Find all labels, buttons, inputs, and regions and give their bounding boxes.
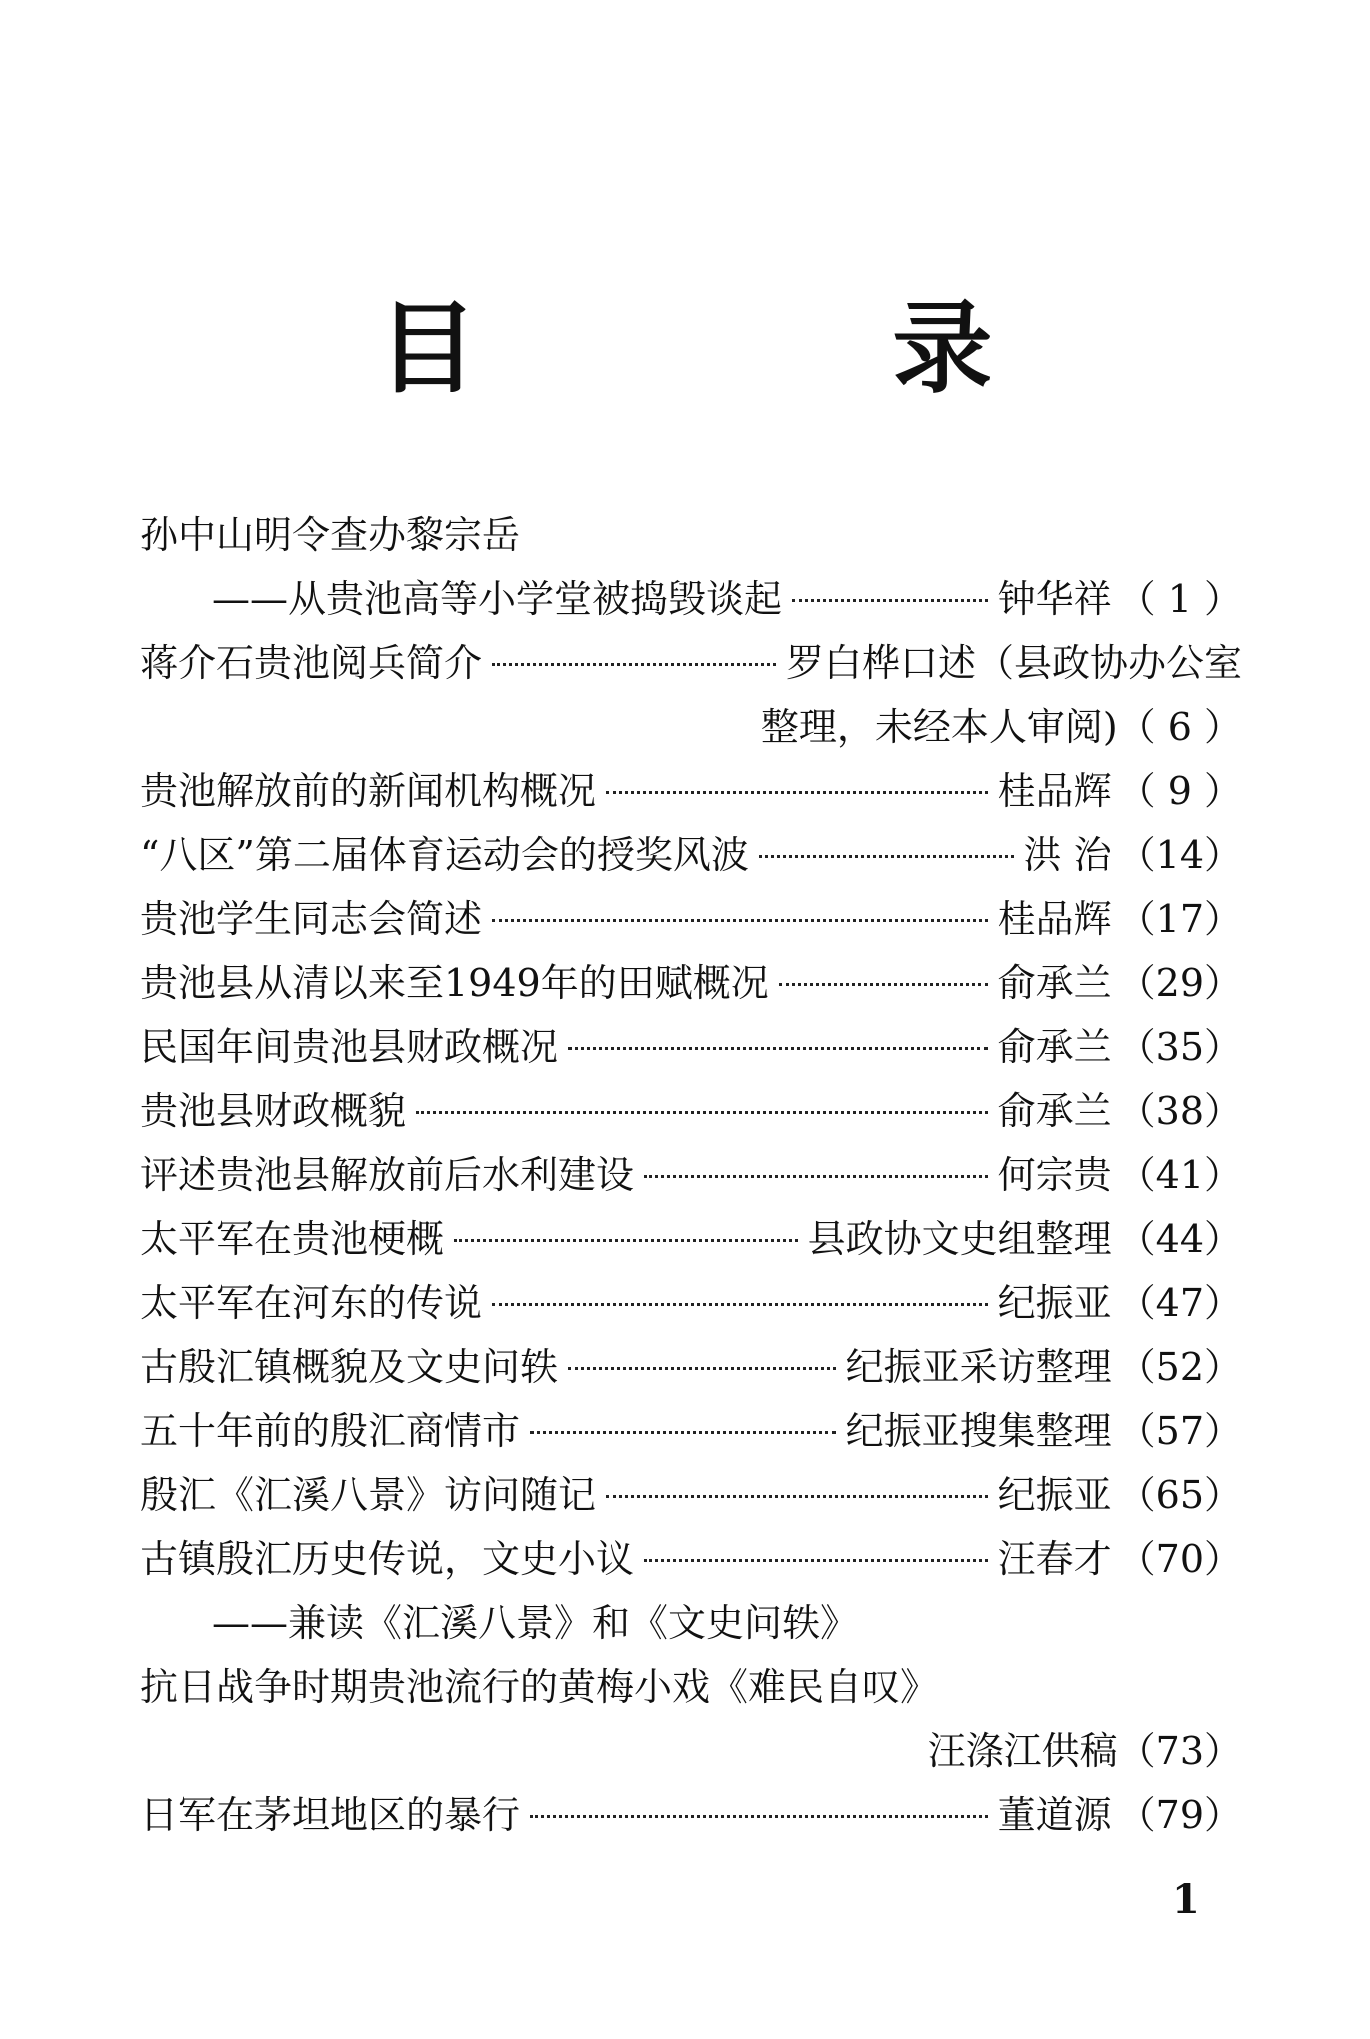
- entry-page: （65）: [1117, 1473, 1242, 1517]
- entry-page: （29）: [1117, 961, 1242, 1005]
- toc-entry: [140, 1527, 1242, 1591]
- toc-entry: [140, 951, 1242, 1015]
- toc-entry: [140, 1655, 1242, 1719]
- page-title: 目 录: [377, 289, 1183, 407]
- entry-title: 日军在茅坦地区的暴行: [140, 1793, 521, 1837]
- toc-entry: [140, 1591, 1242, 1655]
- leader-dots: [779, 983, 988, 986]
- toc-entry: [140, 1079, 1242, 1143]
- entry-title: 古殷汇镇概貌及文史问轶: [140, 1345, 559, 1389]
- toc-entry-continuation: [140, 1719, 1242, 1783]
- entry-title: 贵池学生同志会简述: [140, 897, 483, 941]
- toc-entry: [140, 567, 1242, 631]
- toc-entry: [140, 823, 1242, 887]
- entry-title: 评述贵池县解放前后水利建设: [140, 1153, 635, 1197]
- entry-subtitle: ——从贵池高等小学堂被捣毁谈起: [212, 577, 783, 621]
- toc-entry: [140, 1399, 1242, 1463]
- leader-dots: [530, 1431, 836, 1434]
- entry-author-continuation: 整理，未经本人审阅)（ 6 ）: [760, 705, 1242, 749]
- entry-author: 洪 治: [1023, 833, 1112, 877]
- entry-page: （44）: [1117, 1217, 1242, 1261]
- leader-dots: [568, 1367, 836, 1370]
- entry-author: 纪振亚: [997, 1473, 1112, 1517]
- toc-entry: [140, 759, 1242, 823]
- entry-title: 蒋介石贵池阅兵简介: [140, 641, 483, 685]
- toc-entry: [140, 1143, 1242, 1207]
- entry-author: 桂品辉: [997, 769, 1112, 813]
- entry-author: 纪振亚搜集整理: [845, 1409, 1112, 1453]
- entry-page: （38）: [1117, 1089, 1242, 1133]
- toc-entry: [140, 1207, 1242, 1271]
- entry-page: （14）: [1117, 833, 1242, 877]
- entry-author: 俞承兰: [997, 1089, 1112, 1133]
- leader-dots: [530, 1815, 988, 1818]
- leader-dots: [492, 663, 776, 666]
- toc-entry: [140, 887, 1242, 951]
- entry-title: 抗日战争时期贵池流行的黄梅小戏《难民自叹》: [140, 1665, 939, 1709]
- entry-subtitle: ——兼读《汇溪八景》和《文史问轶》: [212, 1601, 859, 1645]
- leader-dots: [644, 1175, 988, 1178]
- toc-entry: [140, 1783, 1242, 1847]
- entry-author: 纪振亚采访整理: [845, 1345, 1112, 1389]
- leader-dots: [759, 855, 1014, 858]
- toc-entry: [140, 1015, 1242, 1079]
- entry-title: 五十年前的殷汇商情市: [140, 1409, 521, 1453]
- toc-entry: [140, 1271, 1242, 1335]
- toc-entry: [140, 631, 1242, 695]
- entry-title: 民国年间贵池县财政概况: [140, 1025, 559, 1069]
- entry-title: 太平军在河东的传说: [140, 1281, 483, 1325]
- entry-title: 太平军在贵池梗概: [140, 1217, 445, 1261]
- entry-title: 贵池解放前的新闻机构概况: [140, 769, 597, 813]
- entry-author: 钟华祥: [997, 577, 1112, 621]
- toc-entry: [140, 503, 1242, 567]
- entry-author: 俞承兰: [997, 1025, 1112, 1069]
- toc-entry: [140, 1463, 1242, 1527]
- entry-title: “八区”第二届体育运动会的授奖风波: [140, 833, 749, 877]
- entry-title: 贵池县财政概貌: [140, 1089, 407, 1133]
- entry-page: （41）: [1117, 1153, 1242, 1197]
- entry-author: 县政协文史组整理: [807, 1217, 1112, 1261]
- leader-dots: [644, 1559, 988, 1562]
- entry-title: 殷汇《汇溪八景》访问随记: [140, 1473, 597, 1517]
- entry-author: 罗白桦口述（县政协办公室: [785, 641, 1242, 685]
- leader-dots: [492, 919, 988, 922]
- entry-author: 俞承兰: [997, 961, 1112, 1005]
- entry-page: （35）: [1117, 1025, 1242, 1069]
- entry-page: （17）: [1117, 897, 1242, 941]
- entry-title: 孙中山明令查办黎宗岳: [140, 513, 521, 557]
- entry-page: （ 9 ）: [1117, 769, 1242, 813]
- leader-dots: [492, 1303, 988, 1306]
- entry-page: （ 1 ）: [1117, 577, 1242, 621]
- entry-author: 何宗贵: [997, 1153, 1112, 1197]
- leader-dots: [568, 1047, 988, 1050]
- toc-entry-continuation: [140, 695, 1242, 759]
- leader-dots: [792, 599, 988, 602]
- entry-page: （70）: [1117, 1537, 1242, 1581]
- table-of-contents: [140, 503, 1242, 1847]
- page-number: 1: [1172, 1876, 1200, 1923]
- entry-page: （47）: [1117, 1281, 1242, 1325]
- entry-title: 古镇殷汇历史传说，文史小议: [140, 1537, 635, 1581]
- entry-author: 董道源: [997, 1793, 1112, 1837]
- entry-title: 贵池县从清以来至1949年的田赋概况: [140, 961, 769, 1005]
- toc-entry: [140, 1335, 1242, 1399]
- entry-author-continuation: 汪涤江供稿（73）: [927, 1729, 1242, 1773]
- entry-page: （57）: [1117, 1409, 1242, 1453]
- leader-dots: [606, 791, 988, 794]
- leader-dots: [416, 1111, 988, 1114]
- entry-page: （52）: [1117, 1345, 1242, 1389]
- leader-dots: [606, 1495, 988, 1498]
- entry-author: 纪振亚: [997, 1281, 1112, 1325]
- leader-dots: [454, 1239, 798, 1242]
- entry-author: 汪春才: [997, 1537, 1112, 1581]
- entry-page: （79）: [1117, 1793, 1242, 1837]
- entry-author: 桂品辉: [997, 897, 1112, 941]
